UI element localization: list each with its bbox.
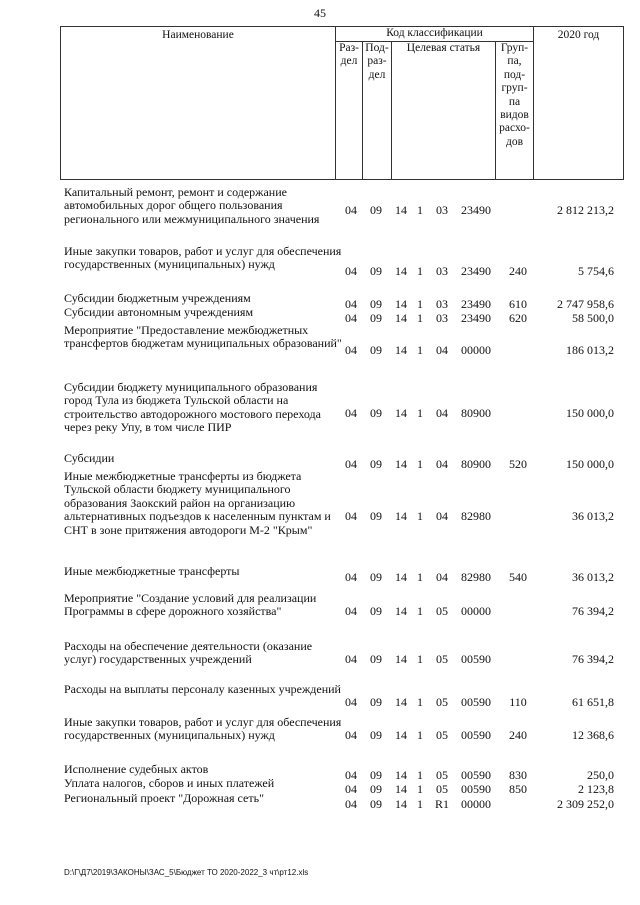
row-target-p2: 1 <box>417 797 423 811</box>
row-razdel: 04 <box>345 695 357 709</box>
row-amount: 76 394,2 <box>572 652 614 666</box>
row-podrazdel: 09 <box>370 797 382 811</box>
row-target-p4: 00590 <box>461 768 491 782</box>
row-target-p2: 1 <box>417 604 423 618</box>
row-target-p2: 1 <box>417 203 423 217</box>
row-group: 610 <box>509 297 527 311</box>
row-podrazdel: 09 <box>370 203 382 217</box>
row-razdel: 04 <box>345 406 357 420</box>
row-amount: 2 747 958,6 <box>557 297 614 311</box>
row-target-p3: 04 <box>436 343 448 357</box>
row-target-p3: 04 <box>436 457 448 471</box>
row-razdel: 04 <box>345 297 357 311</box>
row-target-p1: 14 <box>395 728 407 742</box>
row-target-p2: 1 <box>417 652 423 666</box>
row-target-p1: 14 <box>395 695 407 709</box>
header-year: 2020 год <box>534 27 624 180</box>
row-amount: 61 651,8 <box>572 695 614 709</box>
row-name: Уплата налогов, сборов и иных платежей <box>64 776 275 790</box>
row-target-p2: 1 <box>417 768 423 782</box>
row-group: 110 <box>509 695 527 709</box>
row-name: Субсидии бюджетным учреждениям <box>64 291 251 305</box>
row-amount: 12 368,6 <box>572 728 614 742</box>
row-razdel: 04 <box>345 457 357 471</box>
row-target-p2: 1 <box>417 457 423 471</box>
row-target-p4: 00590 <box>461 695 491 709</box>
row-group: 620 <box>509 311 527 325</box>
row-podrazdel: 09 <box>370 695 382 709</box>
row-amount: 2 309 252,0 <box>557 797 614 811</box>
row-group: 520 <box>509 457 527 471</box>
row-amount: 76 394,2 <box>572 604 614 618</box>
row-target-p1: 14 <box>395 604 407 618</box>
row-target-p1: 14 <box>395 343 407 357</box>
row-name: Субсидии автономным учреждениям <box>64 305 254 319</box>
row-podrazdel: 09 <box>370 264 382 278</box>
row-target-p3: 03 <box>436 264 448 278</box>
row-target-p3: 05 <box>436 652 448 666</box>
row-podrazdel: 09 <box>370 406 382 420</box>
row-target-p3: 05 <box>436 782 448 796</box>
header-podrazdel: Под- раз- дел <box>363 42 392 180</box>
row-target-p4: 00000 <box>461 604 491 618</box>
row-name: Исполнение судебных актов <box>64 762 209 776</box>
row-podrazdel: 09 <box>370 768 382 782</box>
row-podrazdel: 09 <box>370 297 382 311</box>
row-target-p3: 04 <box>436 406 448 420</box>
header-gruppa: Груп- па, под- груп- па видов расхо- дов <box>496 42 534 180</box>
row-podrazdel: 09 <box>370 604 382 618</box>
row-target-p1: 14 <box>395 570 407 584</box>
row-target-p3: 04 <box>436 570 448 584</box>
row-amount: 58 500,0 <box>572 311 614 325</box>
row-razdel: 04 <box>345 311 357 325</box>
row-target-p2: 1 <box>417 782 423 796</box>
row-target-p3: 03 <box>436 297 448 311</box>
row-group: 830 <box>509 768 527 782</box>
row-target-p4: 00000 <box>461 343 491 357</box>
file-path: D:\Г\Д7\2019\ЗАКОНЫ\ЗАС_5\Бюджет ТО 2020-2022_3 чт\рт12.xls <box>64 868 309 877</box>
row-target-p1: 14 <box>395 782 407 796</box>
row-name: Расходы на обеспечение деятельности (оказание услуг) государственных учреждений <box>64 639 313 667</box>
row-razdel: 04 <box>345 728 357 742</box>
row-target-p2: 1 <box>417 264 423 278</box>
row-razdel: 04 <box>345 570 357 584</box>
row-target-p4: 80900 <box>461 457 491 471</box>
row-podrazdel: 09 <box>370 509 382 523</box>
row-amount: 250,0 <box>587 768 614 782</box>
row-target-p1: 14 <box>395 311 407 325</box>
row-amount: 2 123,8 <box>578 782 614 796</box>
row-amount: 36 013,2 <box>572 509 614 523</box>
row-razdel: 04 <box>345 782 357 796</box>
row-name: Иные закупки товаров, работ и услуг для обеспечения государственных (муниципальных) нужд <box>64 244 342 272</box>
row-target-p4: 23490 <box>461 203 491 217</box>
row-name: Мероприятие "Создание условий для реализации Программы в сфере дорожного хозяйства" <box>64 591 317 619</box>
row-name: Региональный проект "Дорожная сеть" <box>64 791 264 805</box>
row-razdel: 04 <box>345 264 357 278</box>
row-podrazdel: 09 <box>370 570 382 584</box>
row-target-p2: 1 <box>417 695 423 709</box>
row-target-p3: 03 <box>436 311 448 325</box>
row-target-p2: 1 <box>417 343 423 357</box>
row-razdel: 04 <box>345 509 357 523</box>
row-target-p4: 82980 <box>461 570 491 584</box>
row-target-p1: 14 <box>395 297 407 311</box>
row-group: 540 <box>509 570 527 584</box>
row-target-p2: 1 <box>417 728 423 742</box>
row-target-p4: 00590 <box>461 652 491 666</box>
row-razdel: 04 <box>345 797 357 811</box>
row-podrazdel: 09 <box>370 311 382 325</box>
row-amount: 2 812 213,2 <box>557 203 614 217</box>
row-target-p4: 00590 <box>461 728 491 742</box>
row-amount: 150 000,0 <box>566 406 614 420</box>
row-razdel: 04 <box>345 343 357 357</box>
row-target-p3: 05 <box>436 728 448 742</box>
row-target-p2: 1 <box>417 570 423 584</box>
row-target-p4: 82980 <box>461 509 491 523</box>
header-razdel: Раз- дел <box>336 42 363 180</box>
row-group: 240 <box>509 264 527 278</box>
header-kod: Код классификации <box>336 27 534 42</box>
row-target-p1: 14 <box>395 509 407 523</box>
row-target-p4: 00590 <box>461 782 491 796</box>
row-amount: 186 013,2 <box>566 343 614 357</box>
row-amount: 150 000,0 <box>566 457 614 471</box>
row-target-p1: 14 <box>395 768 407 782</box>
row-podrazdel: 09 <box>370 652 382 666</box>
row-name: Расходы на выплаты персоналу казенных учреждений <box>64 682 341 696</box>
row-target-p4: 23490 <box>461 297 491 311</box>
row-target-p2: 1 <box>417 406 423 420</box>
row-podrazdel: 09 <box>370 728 382 742</box>
row-razdel: 04 <box>345 203 357 217</box>
row-target-p3: 04 <box>436 509 448 523</box>
page-number: 45 <box>314 6 326 20</box>
row-group: 850 <box>509 782 527 796</box>
row-target-p1: 14 <box>395 203 407 217</box>
row-target-p1: 14 <box>395 457 407 471</box>
row-target-p3: 05 <box>436 604 448 618</box>
row-target-p2: 1 <box>417 311 423 325</box>
row-target-p3: 05 <box>436 768 448 782</box>
row-name: Иные межбюджетные трансферты из бюджета Тульской области бюджету муниципального образования Заокский район на организацию альтернативных подъездов к населенным пунктам и СНТ в зоне притяжения автодороги М-2 "Крым" <box>64 469 331 537</box>
row-name: Иные межбюджетные трансферты <box>64 564 240 578</box>
row-target-p2: 1 <box>417 509 423 523</box>
row-name: Субсидии бюджету муниципального образования город Тула из бюджета Тульской области на строительство автодорожного мостового перехода через реку Упу, в том числе ПИР <box>64 380 321 435</box>
row-target-p1: 14 <box>395 797 407 811</box>
row-razdel: 04 <box>345 652 357 666</box>
header-name: Наименование <box>61 27 336 180</box>
row-target-p1: 14 <box>395 406 407 420</box>
row-target-p1: 14 <box>395 652 407 666</box>
row-razdel: 04 <box>345 604 357 618</box>
row-target-p1: 14 <box>395 264 407 278</box>
row-target-p3: R1 <box>434 797 449 811</box>
row-group: 240 <box>509 728 527 742</box>
row-target-p4: 00000 <box>461 797 491 811</box>
row-target-p3: 05 <box>436 695 448 709</box>
row-podrazdel: 09 <box>370 343 382 357</box>
row-podrazdel: 09 <box>370 457 382 471</box>
row-name: Иные закупки товаров, работ и услуг для обеспечения государственных (муниципальных) нужд <box>64 715 342 743</box>
row-target-p4: 80900 <box>461 406 491 420</box>
row-amount: 36 013,2 <box>572 570 614 584</box>
row-podrazdel: 09 <box>370 782 382 796</box>
row-amount: 5 754,6 <box>578 264 614 278</box>
row-target-p3: 03 <box>436 203 448 217</box>
header-celevaya: Целевая статья <box>392 42 496 180</box>
row-name: Мероприятие "Предоставление межбюджетных трансфертов бюджетам муниципальных образований" <box>64 323 342 351</box>
row-name: Капитальный ремонт, ремонт и содержание автомобильных дорог общего пользования регионального или межмуниципального значения <box>64 185 320 226</box>
row-name: Субсидии <box>64 451 115 465</box>
row-target-p4: 23490 <box>461 311 491 325</box>
row-razdel: 04 <box>345 768 357 782</box>
row-target-p2: 1 <box>417 297 423 311</box>
row-target-p4: 23490 <box>461 264 491 278</box>
